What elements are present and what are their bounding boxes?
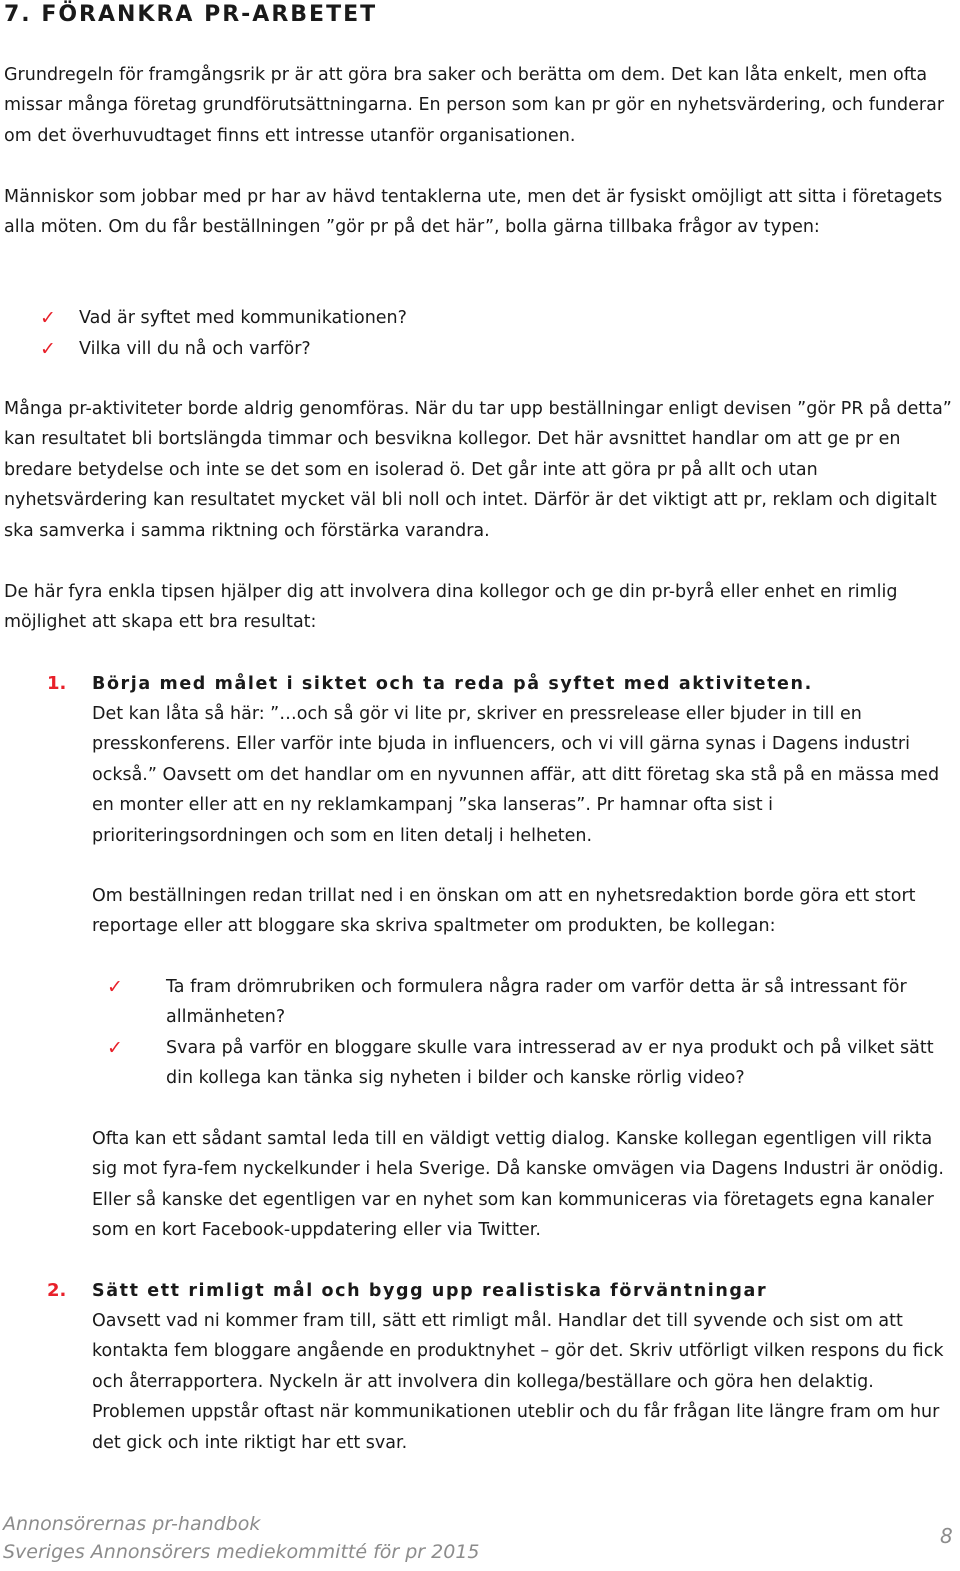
check-icon: ✓: [107, 976, 123, 998]
footer-subtitle: Sveriges Annonsörers mediekommitté för pr 2015: [3, 1541, 480, 1563]
tip-body: Oavsett vad ni kommer fram till, sätt ett rimligt mål. Handlar det till syvende och sist om att kontakta fem bloggare angående en produktnyhet – gör det. Skriv utförligt vilken respons du fick och återrapportera. Nyckeln är att involvera din kollega/beställare och göra hen delaktig. Problemen uppstår oftast när kommunikationen uteblir och du får frågan lite längre fram om hur det gick och inte riktigt har ett svar.: [92, 1311, 944, 1453]
tentacles-paragraph: Människor som jobbar med pr har av hävd tentaklerna ute, men det är fysiskt omöjligt att sitta i företagets alla möten. Om du får beställningen ”gör pr på det här”, bolla gärna tillbaka frågor av typen:: [4, 187, 943, 238]
tips-intro-paragraph: De här fyra enkla tipsen hjälper dig att involvera dina kollegor och ge din pr-byrå eller enhet en rimlig möjlighet att skapa ett bra resultat:: [4, 582, 898, 633]
tip-number: 1.: [47, 673, 67, 694]
question-item: Vilka vill du nå och varför?: [79, 339, 311, 359]
intro-paragraph: Grundregeln för framgångsrik pr är att göra bra saker och berätta om dem. Det kan låta enkelt, men ofta missar många företag grundförutsättningarna. En person som kan pr gör en nyhetsvärdering, och funderar om det överhuvudtaget finns ett intresse utanför organisationen.: [4, 65, 945, 146]
tip-number: 2.: [47, 1280, 67, 1301]
tip-check-item: Svara på varför en bloggare skulle vara intresserad av er nya produkt och på vilket sätt din kollega kan tänka sig nyheten i bilder och kanske rörlig video?: [166, 1038, 934, 1089]
question-item: Vad är syftet med kommunikationen?: [79, 308, 407, 328]
page-number: 8: [940, 1524, 953, 1548]
page-heading: 7. FÖRANKRA PR-ARBETET: [4, 2, 378, 27]
tip-body: Det kan låta så här: ”…och så gör vi lite pr, skriver en pressrelease eller bjuder in till en presskonferens. Eller varför inte bjuda in influencers, och vi vill gärna synas i Dagens industri också.” Oavsett om det handlar om en nyvunnen affär, att ditt företag ska stå på en mässa med en monter eller att en ny reklamkampanj ”ska lanseras”. Pr hamnar ofta sist i prioriteringsordningen och som en liten detalj i helheten.: [92, 704, 940, 846]
pr-activities-paragraph: Många pr-aktiviteter borde aldrig genomföras. När du tar upp beställningar enligt devisen ”gör PR på detta” kan resultatet bli bortslängda timmar och besvikna kollegor. Det här avsnittet handlar om att ge pr en bredare betydelse och inte se det som en isolerad ö. Det går inte att göra pr på allt och utan nyhetsvärdering kan resultatet mycket väl bli noll och intet. Därför är det viktigt att pr, reklam och digitalt ska samverka i samma riktning och förstärka varandra.: [4, 399, 952, 541]
tip-title: Sätt ett rimligt mål och bygg upp realistiska förväntningar: [92, 1281, 768, 1301]
tip-title: Börja med målet i siktet och ta reda på syftet med aktiviteten.: [92, 674, 813, 694]
check-icon: ✓: [40, 338, 56, 360]
tip-body: Om beställningen redan trillat ned i en önskan om att en nyhetsredaktion borde göra ett stort reportage eller att bloggare ska skriva spaltmeter om produkten, be kollegan:: [92, 886, 916, 937]
tip-check-item: Ta fram drömrubriken och formulera några rader om varför detta är så intressant för allmänheten?: [166, 977, 907, 1028]
tip-body: Ofta kan ett sådant samtal leda till en väldigt vettig dialog. Kanske kollegan egentligen vill rikta sig mot fyra-fem nyckelkunder i hela Sverige. Då kanske omvägen via Dagens Industri är onödig. Eller så kanske det egentligen var en nyhet som kan kommuniceras via företagets egna kanaler som en kort Facebook-uppdatering eller via Twitter.: [92, 1129, 944, 1241]
footer-title: Annonsörernas pr-handbok: [3, 1513, 261, 1535]
check-icon: ✓: [40, 307, 56, 329]
check-icon: ✓: [107, 1037, 123, 1059]
